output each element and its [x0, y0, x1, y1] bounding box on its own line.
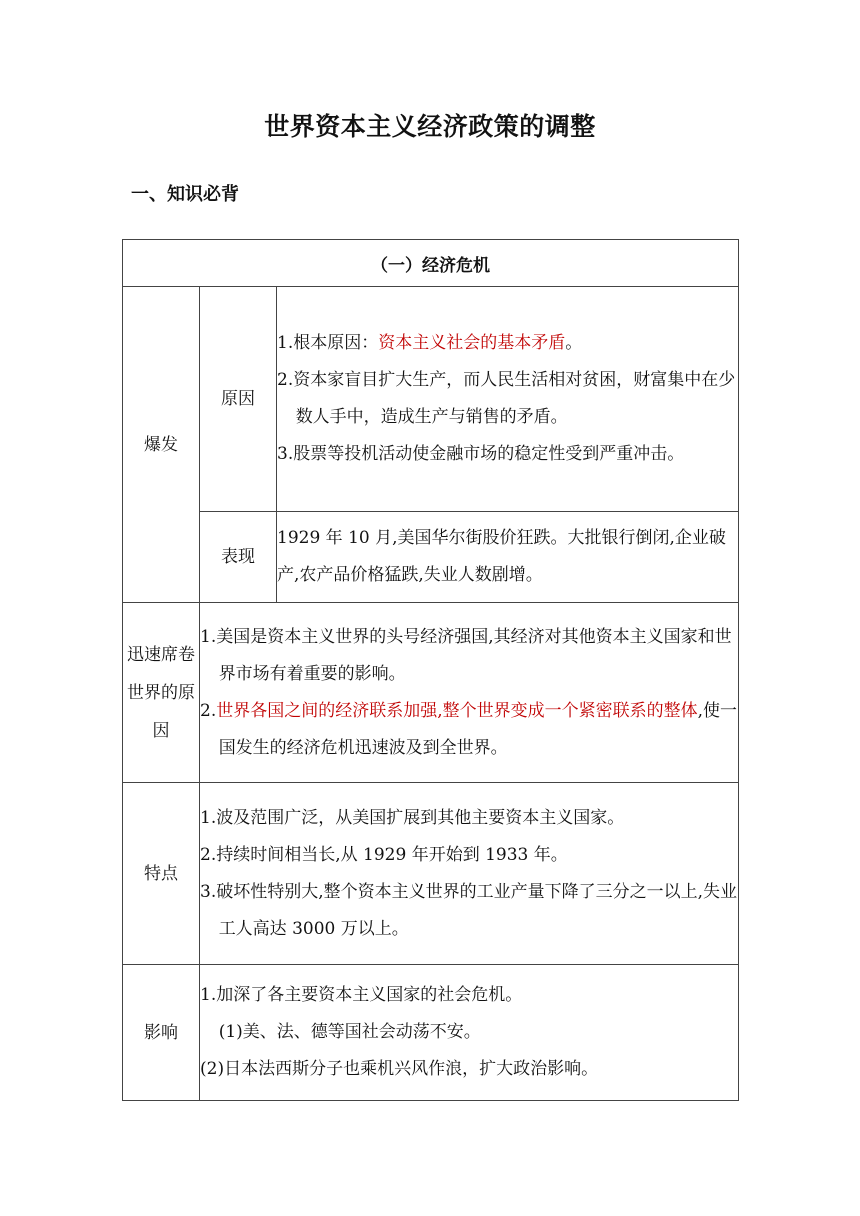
- page-title: 世界资本主义经济政策的调整: [264, 112, 596, 141]
- section-heading: 一、知识必背: [131, 184, 239, 205]
- table-row: [123, 965, 739, 1101]
- table-header-row: [123, 240, 739, 287]
- table-row: [123, 512, 739, 603]
- list-item: 2.世界各国之间的经济联系加强,整个世界变成一个紧密联系的整体,使一国发生的经济危机迅速波及到全世界。: [200, 700, 738, 758]
- list-item: (2)日本法西斯分子也乘机兴风作浪，扩大政治影响。: [200, 1059, 599, 1079]
- table-row: [123, 603, 739, 783]
- manifestation-content: 1929 年 10 月,美国华尔街股价狂跌。大批银行倒闭,企业破产,农产品价格猛跌,失业人数剧增。: [277, 512, 739, 603]
- list-item: 3.股票等投机活动使金融市场的稳定性受到严重冲击。: [277, 444, 685, 464]
- row-label-outbreak: 爆发: [123, 287, 200, 603]
- row-label-spread: 迅速席卷世界的原因: [123, 603, 200, 783]
- economic-crisis-table: [122, 239, 739, 1101]
- list-item: 1.加深了各主要资本主义国家的社会危机。: [200, 985, 523, 1005]
- table-row: [123, 287, 739, 512]
- table-header: （一）经济危机: [123, 240, 739, 287]
- list-item: 3.破坏性特别大,整个资本主义世界的工业产量下降了三分之一以上,失业工人高达 3000 万以上。: [200, 881, 738, 939]
- row-label-features: 特点: [123, 783, 200, 965]
- row-label-impact: 影响: [123, 965, 200, 1101]
- list-item: 1.根本原因：资本主义社会的基本矛盾。: [277, 333, 583, 353]
- list-item: 2.持续时间相当长,从 1929 年开始到 1933 年。: [200, 844, 568, 865]
- row-sublabel-cause: 原因: [200, 287, 277, 512]
- impact-content: [200, 965, 739, 1101]
- cause-content: [277, 287, 739, 512]
- list-item: 2.资本家盲目扩大生产，而人民生活相对贫困，财富集中在少数人手中，造成生产与销售的矛盾。: [277, 370, 736, 427]
- table-row: [123, 783, 739, 965]
- features-content: [200, 783, 739, 965]
- highlight-text: 世界各国之间的经济联系加强,整个世界变成一个紧密联系的整体: [216, 700, 698, 721]
- row-sublabel-manifestation: 表现: [200, 512, 277, 603]
- list-item: (1)美、法、德等国社会动荡不安。: [218, 1022, 481, 1042]
- spread-content: [200, 603, 739, 783]
- list-item: 1.美国是资本主义世界的头号经济强国,其经济对其他资本主义国家和世界市场有着重要的影响。: [200, 626, 732, 684]
- list-item: 1.波及范围广泛，从美国扩展到其他主要资本主义国家。: [200, 807, 625, 828]
- highlight-text: 资本主义社会的基本矛盾: [378, 333, 566, 353]
